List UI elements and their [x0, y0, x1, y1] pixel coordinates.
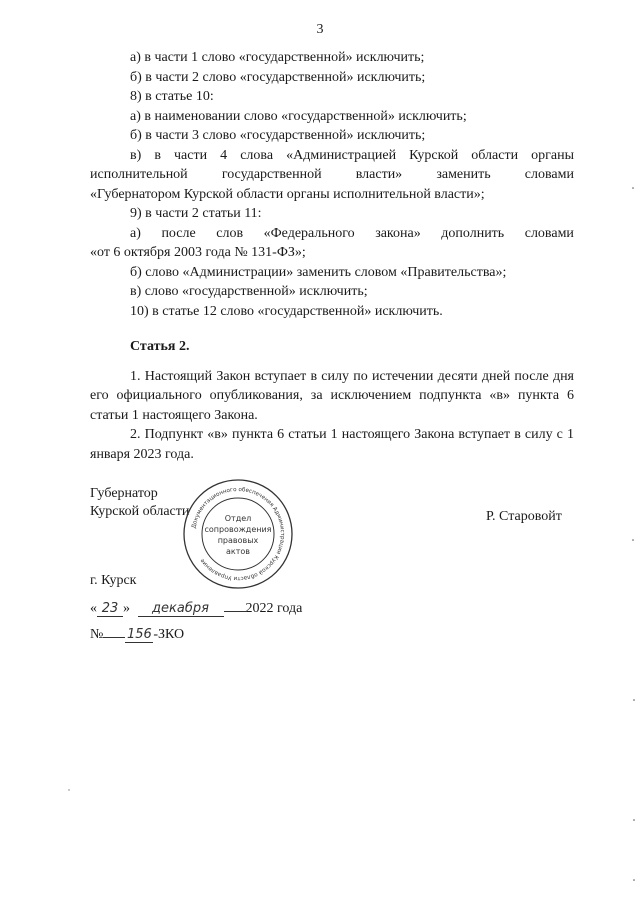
text-line: б) слово «Администрации» заменить словом «Правительства»;: [130, 264, 507, 280]
stamp-outer-ring: [184, 480, 292, 588]
word: после: [161, 225, 196, 241]
signatory-title: [90, 485, 189, 521]
text-line: «от 6 октября 2003 года № 131-ФЗ»;: [90, 245, 306, 260]
article-paragraph-2: 2. Подпункт «в» пункта 6 статьи 1 настоящего Закона вступает в силу с 1 января 2023 года.: [90, 427, 574, 462]
text-line: а) в части 1 слово «государственной» исключить;: [130, 50, 425, 65]
date-close-quote: »: [123, 601, 130, 616]
law-text: [90, 48, 574, 464]
text-line: б) в части 2 слово «государственной» исключить;: [130, 69, 426, 85]
stamp-inner-text: сопровождения: [204, 525, 272, 534]
date-underline: [224, 611, 246, 612]
signing-date: [90, 601, 302, 617]
word: слов: [216, 225, 244, 241]
word: словами: [524, 167, 574, 182]
stamp-inner-text: правовых: [217, 536, 259, 545]
word: дополнить: [441, 225, 505, 241]
word: государственной: [221, 167, 322, 182]
text-line: «Губернатором Курской области органы исполнительной власти»;: [90, 186, 485, 202]
text-line-spread: [90, 224, 574, 244]
text-line: в) в части 4 слова «Администрацией Курской области органы: [130, 147, 574, 163]
signatory-name: Р. Старовойт: [486, 509, 562, 524]
stamp-inner-text: актов: [225, 547, 251, 556]
text-line: 8) в статье 10:: [130, 89, 214, 104]
date-year: 2022 года: [245, 601, 303, 616]
word: «Федерального: [263, 225, 355, 241]
word: заменить: [436, 167, 491, 182]
date-month: декабря: [138, 601, 224, 617]
article-heading: Статья 2.: [130, 339, 190, 354]
number-value: 156: [126, 627, 152, 642]
text-line: а) в наименовании слово «государственной» исключить;: [130, 108, 467, 124]
text-line: в) слово «государственной» исключить;: [130, 284, 368, 299]
article-paragraph-1: 1. Настоящий Закон вступает в силу по истечении десяти дней после дня его официального опубликования, за исключением подпункта «в» пункта 6 статьи 1 настоящего Закона.: [90, 368, 574, 423]
word: закона»: [375, 225, 421, 241]
stamp-ring-text: Документационного обеспечения Администрации Курской области Управление: [191, 486, 286, 582]
date-open-quote: «: [90, 601, 97, 616]
text-line: 9) в части 2 статьи 11:: [130, 206, 262, 221]
number-suffix: -ЗКО: [153, 627, 185, 642]
text-line: б) в части 3 слово «государственной» исключить;: [130, 128, 426, 143]
word: словами: [524, 225, 574, 241]
stamp-inner-text: Отдел: [224, 514, 252, 523]
signatory-title-line: Губернатор: [90, 486, 158, 501]
word: исполнительной: [90, 167, 188, 182]
official-stamp: [182, 478, 294, 590]
word: а): [130, 225, 141, 241]
signatory-title-line: Курской области: [90, 504, 190, 519]
number-underline: [103, 637, 125, 638]
text-line-spread: [90, 165, 574, 185]
word: власти»: [355, 167, 403, 182]
place-of-signing: г. Курск: [90, 573, 137, 588]
page-number: 3: [316, 22, 324, 37]
text-line: 10) в статье 12 слово «государственной» исключить.: [130, 303, 443, 319]
law-number: [90, 627, 184, 643]
stamp-inner-ring: [202, 498, 274, 570]
number-sign: №: [90, 627, 104, 642]
date-day: 23: [97, 601, 123, 617]
